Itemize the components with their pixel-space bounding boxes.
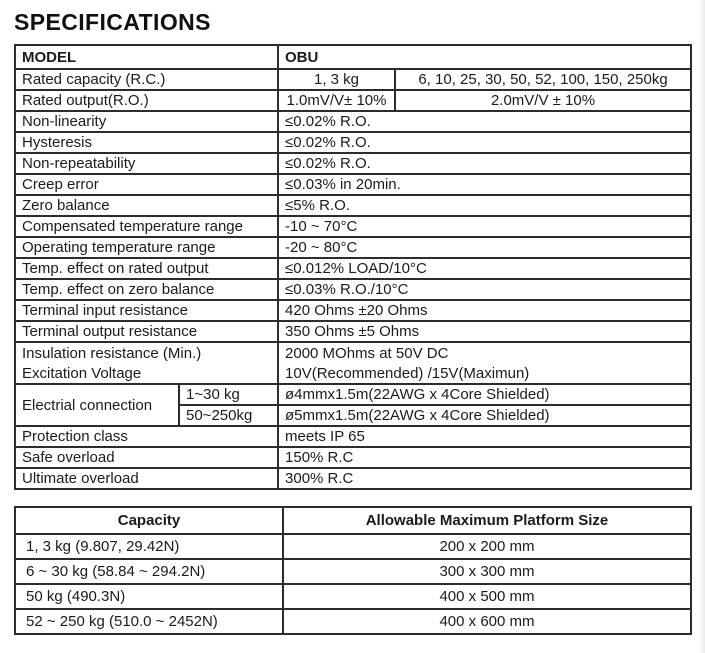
- row-label: Non-linearity: [15, 111, 278, 132]
- row-value: 2000 MOhms at 50V DC: [278, 342, 691, 363]
- platform-cell: 400 x 500 mm: [283, 584, 691, 609]
- electrical-range: 1~30 kg: [179, 384, 278, 405]
- row-value: 300% R.C: [278, 468, 691, 489]
- row-label: Rated capacity (R.C.): [15, 69, 278, 90]
- row-value: 150% R.C: [278, 447, 691, 468]
- row-label: Protection class: [15, 426, 278, 447]
- specifications-table: [14, 44, 692, 490]
- rated-output-low: 1.0mV/V± 10%: [278, 90, 395, 111]
- row-label: Zero balance: [15, 195, 278, 216]
- table-row-electrical-1: [15, 384, 691, 405]
- table-row-excitation: [15, 363, 691, 384]
- platform-cell: 200 x 200 mm: [283, 534, 691, 559]
- page-title: SPECIFICATIONS: [14, 9, 211, 35]
- row-value: ≤5% R.O.: [278, 195, 691, 216]
- table-row: [15, 111, 691, 132]
- table-row: [15, 195, 691, 216]
- table-row: [15, 584, 691, 609]
- row-value: -10 ~ 70°C: [278, 216, 691, 237]
- row-label: Temp. effect on rated output: [15, 258, 278, 279]
- row-value: ≤0.02% R.O.: [278, 132, 691, 153]
- table-row: [15, 321, 691, 342]
- capacity-platform-table: [14, 506, 692, 635]
- row-label: Creep error: [15, 174, 278, 195]
- platform-cell: 400 x 600 mm: [283, 609, 691, 634]
- table-row: [15, 559, 691, 584]
- table-row-rated-output: [15, 90, 691, 111]
- row-label: Non-repeatability: [15, 153, 278, 174]
- row-label: Operating temperature range: [15, 237, 278, 258]
- table-row: [15, 279, 691, 300]
- electrical-connection-label: Electrial connection: [15, 384, 179, 426]
- capacity-header-row: [15, 507, 691, 534]
- row-label: Insulation resistance (Min.): [15, 342, 278, 363]
- row-value: ≤0.03% in 20min.: [278, 174, 691, 195]
- capacity-cell: 50 kg (490.3N): [15, 584, 283, 609]
- row-label: Excitation Voltage: [15, 363, 278, 384]
- capacity-cell: 52 ~ 250 kg (510.0 ~ 2452N): [15, 609, 283, 634]
- row-value: ≤0.012% LOAD/10°C: [278, 258, 691, 279]
- model-header-value: OBU: [278, 45, 691, 69]
- row-label: Safe overload: [15, 447, 278, 468]
- electrical-value: ø4mmx1.5m(22AWG x 4Core Shielded): [278, 384, 691, 405]
- platform-cell: 300 x 300 mm: [283, 559, 691, 584]
- table-row: [15, 447, 691, 468]
- scan-page-edge: [698, 0, 705, 653]
- platform-column-header: Allowable Maximum Platform Size: [283, 507, 691, 534]
- table-row: [15, 174, 691, 195]
- table-row: [15, 216, 691, 237]
- capacity-cell: 1, 3 kg (9.807, 29.42N): [15, 534, 283, 559]
- table-row: [15, 237, 691, 258]
- table-row: [15, 534, 691, 559]
- table-row-rated-capacity: [15, 69, 691, 90]
- row-label: Hysteresis: [15, 132, 278, 153]
- table-row: [15, 132, 691, 153]
- table-row-model: [15, 45, 691, 69]
- rated-output-high: 2.0mV/V ± 10%: [395, 90, 691, 111]
- table-row: [15, 300, 691, 321]
- row-value: 10V(Recommended) /15V(Maximun): [278, 363, 691, 384]
- row-value: ≤0.03% R.O./10°C: [278, 279, 691, 300]
- row-value: ≤0.02% R.O.: [278, 153, 691, 174]
- table-row: [15, 468, 691, 489]
- row-label: Terminal input resistance: [15, 300, 278, 321]
- rated-capacity-high: 6, 10, 25, 30, 50, 52, 100, 150, 250kg: [395, 69, 691, 90]
- electrical-value: ø5mmx1.5m(22AWG x 4Core Shielded): [278, 405, 691, 426]
- model-header-label: MODEL: [15, 45, 278, 69]
- capacity-column-header: Capacity: [15, 507, 283, 534]
- table-row-insulation: [15, 342, 691, 363]
- row-label: Temp. effect on zero balance: [15, 279, 278, 300]
- electrical-range: 50~250kg: [179, 405, 278, 426]
- capacity-cell: 6 ~ 30 kg (58.84 ~ 294.2N): [15, 559, 283, 584]
- row-value: 350 Ohms ±5 Ohms: [278, 321, 691, 342]
- row-label: Compensated temperature range: [15, 216, 278, 237]
- row-value: 420 Ohms ±20 Ohms: [278, 300, 691, 321]
- rated-capacity-low: 1, 3 kg: [278, 69, 395, 90]
- table-row: [15, 153, 691, 174]
- row-label: Terminal output resistance: [15, 321, 278, 342]
- table-row: [15, 258, 691, 279]
- row-label: Ultimate overload: [15, 468, 278, 489]
- row-label: Rated output(R.O.): [15, 90, 278, 111]
- row-value: -20 ~ 80°C: [278, 237, 691, 258]
- table-row: [15, 609, 691, 634]
- row-value: ≤0.02% R.O.: [278, 111, 691, 132]
- row-value: meets IP 65: [278, 426, 691, 447]
- table-row: [15, 426, 691, 447]
